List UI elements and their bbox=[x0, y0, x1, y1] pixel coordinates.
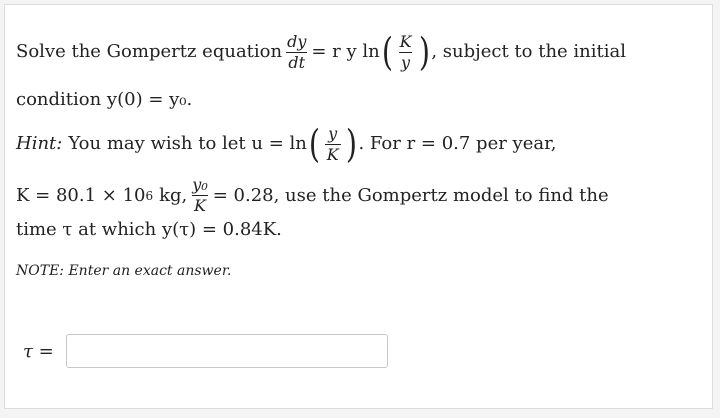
hint-suffix: . For r = 0.7 per year, bbox=[358, 133, 557, 154]
problem-line-5 bbox=[16, 219, 282, 241]
dt-denominator: dt bbox=[288, 52, 306, 72]
equation-rhs: = r y ln bbox=[311, 41, 380, 62]
k-denominator: K bbox=[326, 144, 339, 164]
hint-label: Hint: bbox=[16, 133, 63, 154]
note-text: NOTE: Enter an exact answer. bbox=[16, 263, 232, 279]
y-denominator: y bbox=[401, 52, 411, 72]
y0-numerator: y₀ bbox=[192, 175, 208, 194]
problem-hint-line: Hint: You may wish to let u = ln ( $\frac{y}{K}$ ) . For r = 0.7 per year, bbox=[16, 122, 557, 166]
k-denominator-2: K bbox=[194, 196, 206, 215]
problem-line-4 bbox=[16, 177, 609, 214]
problem-line-1: Solve the Gompertz equation $\frac{dy}{dt}$ = r y ln ( $\frac{K}{y}$ ) , subject to the initial bbox=[16, 30, 627, 74]
answer-row bbox=[23, 334, 388, 368]
problem-line-4-suffix: = 0.28, use the Gompertz model to find the bbox=[212, 184, 609, 206]
y0-over-k-fraction bbox=[190, 177, 209, 214]
answer-label: τ = bbox=[23, 340, 54, 362]
kg-unit: kg, bbox=[159, 184, 188, 206]
hint-text: You may wish to let u = ln bbox=[68, 133, 307, 154]
problem-line-2 bbox=[16, 89, 192, 111]
dy-numerator: dy bbox=[287, 31, 307, 51]
k-value-text: K = 80.1 × 10 bbox=[16, 184, 146, 206]
problem-line-1-suffix: , subject to the initial bbox=[431, 41, 627, 62]
k-over-y-fraction bbox=[398, 31, 414, 72]
y-numerator: y bbox=[328, 123, 338, 143]
answer-input[interactable] bbox=[66, 334, 388, 368]
time-target-text: time τ at which y(τ) = 0.84K. bbox=[16, 219, 282, 240]
problem-intro-text: Solve the Gompertz equation bbox=[16, 41, 283, 62]
dy-dt-fraction bbox=[285, 31, 308, 72]
k-exponent: 6 bbox=[145, 188, 154, 203]
question-card bbox=[4, 4, 713, 409]
initial-condition-text: condition y(0) = y₀. bbox=[16, 89, 193, 110]
k-numerator: K bbox=[399, 31, 412, 51]
y-over-k-fraction bbox=[325, 123, 341, 164]
